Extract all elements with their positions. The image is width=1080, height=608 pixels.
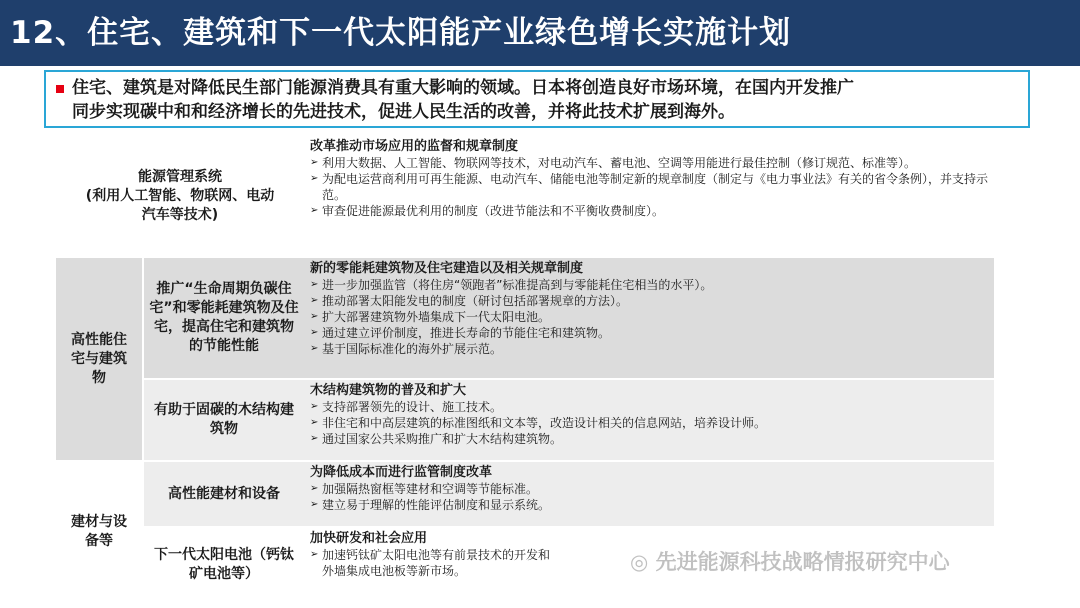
list-item: ➢ 进一步加强监管（将住房“领跑者”标准提高到与零能耗住宅相当的水平）。 bbox=[310, 277, 988, 293]
highperf-label: 高性能建材和设备 bbox=[144, 462, 304, 526]
list-item: ➢ 推动部署太阳能发电的制度（研讨包括部署规章的方法）。 bbox=[310, 293, 988, 309]
energy-mgmt-label-line3: 汽车等技术) bbox=[141, 206, 219, 223]
list-item: ➢ 建立易于理解的性能评估制度和显示系统。 bbox=[310, 497, 988, 513]
energy-mgmt-label-line2: (利用人工智能、物联网、电动 bbox=[85, 187, 275, 204]
list-item: ➢ 支持部署领先的设计、施工技术。 bbox=[310, 399, 988, 415]
list-item: ➢ 非住宅和中高层建筑的标准图纸和文本等，改造设计相关的信息网站，培养设计师。 bbox=[310, 415, 988, 431]
list-item: ➢ 利用大数据、人工智能、物联网等技术，对电动汽车、蓄电池、空调等用能进行最佳控制（修订规范、标准等）。 bbox=[310, 155, 988, 171]
list-item: ➢ 基于国际标准化的海外扩展示范。 bbox=[310, 341, 988, 357]
housing-category: 高性能住宅与建筑物 bbox=[56, 258, 142, 460]
list-item-continuation: 外墙集成电池板等新市场。 bbox=[322, 564, 467, 578]
solar-label: 下一代太阳电池（钙钛矿电池等） bbox=[144, 528, 304, 602]
highperf-heading: 为降低成本而进行监管制度改革 bbox=[310, 465, 493, 480]
summary-line-2: 同步实现碳中和和经济增长的先进技术，促进人民生活的改善，并将此技术扩展到海外。 bbox=[72, 102, 735, 122]
energy-mgmt-heading: 改革推动市场应用的监督和规章制度 bbox=[310, 139, 519, 154]
summary-line-1: 住宅、建筑是对降低民生部门能源消费具有重大影响的领域。日本将创造良好市场环境，在国内开发推广 bbox=[72, 78, 854, 98]
list-item: ➢ 为配电运营商利用可再生能源、电动汽车、储能电池等制定新的规章制度（制定与《电力事业法》有关的省令条例），并支持示范。 bbox=[310, 171, 988, 203]
list-item: ➢ 通过国家公共采购推广和扩大木结构建筑物。 bbox=[310, 431, 988, 447]
solar-heading: 加快研发和社会应用 bbox=[310, 531, 428, 546]
highperf-content bbox=[304, 462, 994, 526]
lifecycle-content bbox=[304, 258, 994, 378]
wechat-icon: ◎ bbox=[630, 550, 649, 574]
materials-category: 建材与设备等 bbox=[56, 462, 142, 602]
summary-box bbox=[44, 70, 1030, 128]
energy-mgmt-label bbox=[56, 136, 304, 256]
list-item: ➢ 加强隔热窗框等建材和空调等节能标准。 bbox=[310, 481, 988, 497]
watermark-text: 先进能源科技战略情报研究中心 bbox=[655, 550, 950, 574]
lifecycle-label: 推广“生命周期负碳住宅”和零能耗建筑物及住宅，提高住宅和建筑物的节能性能 bbox=[144, 258, 304, 378]
page-title: 12、住宅、建筑和下一代太阳能产业绿色增长实施计划 bbox=[0, 0, 1080, 66]
energy-mgmt-label-line1: 能源管理系统 bbox=[138, 168, 222, 185]
list-item: ➢ 审查促进能源最优利用的制度（改进节能法和不平衡收费制度）。 bbox=[310, 203, 988, 219]
wood-label: 有助于固碳的木结构建筑物 bbox=[144, 380, 304, 460]
square-bullet-icon bbox=[56, 85, 64, 93]
list-item: ➢ 通过建立评价制度，推进长寿命的节能住宅和建筑物。 bbox=[310, 325, 988, 341]
lifecycle-heading: 新的零能耗建筑物及住宅建造以及相关规章制度 bbox=[310, 261, 584, 276]
list-item: ➢ 加速钙钛矿太阳电池等有前景技术的开发和 bbox=[310, 547, 988, 563]
energy-mgmt-content bbox=[304, 136, 994, 256]
wood-content bbox=[304, 380, 994, 460]
wood-heading: 木结构建筑物的普及和扩大 bbox=[310, 383, 467, 398]
list-item: ➢ 扩大部署建筑物外墙集成下一代太阳电池。 bbox=[310, 309, 988, 325]
watermark bbox=[630, 546, 950, 576]
